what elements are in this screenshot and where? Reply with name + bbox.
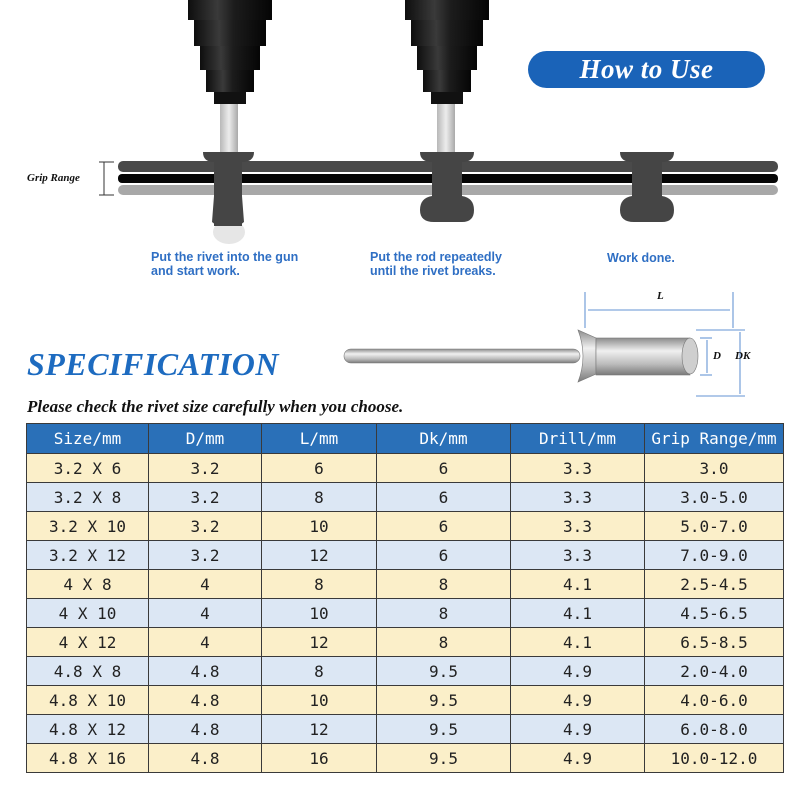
grip-range-label: Grip Range: [27, 172, 80, 184]
column-header-d: D/mm: [149, 424, 262, 454]
cell-grip-range: 2.5-4.5: [645, 570, 784, 599]
specification-title: SPECIFICATION: [27, 346, 279, 382]
step-1-caption: [151, 250, 298, 278]
cell-l: 8: [262, 657, 377, 686]
rivet-gun-middle: [405, 0, 489, 154]
column-header-size: Size/mm: [27, 424, 149, 454]
cell-dk: 6: [377, 483, 511, 512]
grip-range-bracket: [99, 162, 114, 195]
column-header-grip-range: Grip Range/mm: [645, 424, 784, 454]
cell-dk: 6: [377, 512, 511, 541]
cell-size: 4 X 12: [27, 628, 149, 657]
table-row: [27, 512, 784, 541]
cell-l: 10: [262, 512, 377, 541]
cell-size: 3.2 X 10: [27, 512, 149, 541]
step-3-caption: [607, 251, 675, 265]
cell-drill: 3.3: [511, 541, 645, 570]
cell-d: 4: [149, 599, 262, 628]
table-row: [27, 628, 784, 657]
cell-drill: 3.3: [511, 483, 645, 512]
table-header-row: [27, 424, 784, 454]
table-row: [27, 541, 784, 570]
step-3-line-1: Work done.: [607, 251, 675, 265]
cell-d: 4.8: [149, 744, 262, 773]
cell-l: 12: [262, 628, 377, 657]
table-row: [27, 657, 784, 686]
cell-l: 8: [262, 483, 377, 512]
table-row: [27, 686, 784, 715]
cell-size: 4.8 X 10: [27, 686, 149, 715]
cell-size: 4 X 10: [27, 599, 149, 628]
rivet-gun-left: [188, 0, 272, 170]
step-2-line-2: until the rivet breaks.: [370, 264, 496, 278]
cell-grip-range: 6.0-8.0: [645, 715, 784, 744]
column-header-drill: Drill/mm: [511, 424, 645, 454]
cell-drill: 4.9: [511, 744, 645, 773]
cell-drill: 3.3: [511, 512, 645, 541]
table-body: [27, 454, 784, 773]
cell-l: 16: [262, 744, 377, 773]
cell-d: 4.8: [149, 657, 262, 686]
cell-d: 3.2: [149, 454, 262, 483]
cell-l: 12: [262, 541, 377, 570]
table-row: [27, 570, 784, 599]
cell-grip-range: 7.0-9.0: [645, 541, 784, 570]
cell-dk: 8: [377, 628, 511, 657]
cell-l: 10: [262, 599, 377, 628]
table-row: [27, 483, 784, 512]
cell-drill: 4.1: [511, 599, 645, 628]
step-2-caption: [370, 250, 502, 278]
how-to-use-banner: How to Use: [528, 51, 765, 88]
cell-drill: 4.1: [511, 570, 645, 599]
dimension-label-l: L: [657, 290, 664, 302]
cell-grip-range: 3.0-5.0: [645, 483, 784, 512]
cell-dk: 6: [377, 541, 511, 570]
step-1-line-1: Put the rivet into the gun: [151, 250, 299, 264]
cell-size: 4.8 X 8: [27, 657, 149, 686]
cell-grip-range: 2.0-4.0: [645, 657, 784, 686]
step-2-line-1: Put the rod repeatedly: [370, 250, 502, 264]
cell-d: 4: [149, 570, 262, 599]
cell-drill: 4.9: [511, 657, 645, 686]
column-header-l: L/mm: [262, 424, 377, 454]
cell-size: 4.8 X 12: [27, 715, 149, 744]
cell-size: 3.2 X 6: [27, 454, 149, 483]
cell-dk: 8: [377, 599, 511, 628]
cell-l: 12: [262, 715, 377, 744]
cell-drill: 4.9: [511, 686, 645, 715]
cell-size: 4.8 X 16: [27, 744, 149, 773]
cell-dk: 9.5: [377, 686, 511, 715]
cell-l: 8: [262, 570, 377, 599]
table-row: [27, 715, 784, 744]
cell-grip-range: 6.5-8.5: [645, 628, 784, 657]
cell-l: 6: [262, 454, 377, 483]
column-header-dk: Dk/mm: [377, 424, 511, 454]
cell-grip-range: 4.5-6.5: [645, 599, 784, 628]
cell-d: 4.8: [149, 686, 262, 715]
cell-dk: 8: [377, 570, 511, 599]
size-check-note: Please check the rivet size carefully when you choose.: [27, 397, 404, 416]
cell-size: 3.2 X 8: [27, 483, 149, 512]
cell-grip-range: 4.0-6.0: [645, 686, 784, 715]
cell-dk: 9.5: [377, 657, 511, 686]
cell-dk: 9.5: [377, 715, 511, 744]
cell-d: 3.2: [149, 541, 262, 570]
table-row: [27, 454, 784, 483]
dimension-label-dk: DK: [735, 350, 751, 362]
cell-grip-range: 10.0-12.0: [645, 744, 784, 773]
table-row: [27, 744, 784, 773]
cell-size: 4 X 8: [27, 570, 149, 599]
cell-dk: 9.5: [377, 744, 511, 773]
cell-d: 4: [149, 628, 262, 657]
cell-grip-range: 5.0-7.0: [645, 512, 784, 541]
cell-l: 10: [262, 686, 377, 715]
table-row: [27, 599, 784, 628]
cell-dk: 6: [377, 454, 511, 483]
cell-size: 3.2 X 12: [27, 541, 149, 570]
cell-d: 4.8: [149, 715, 262, 744]
specification-table: [26, 423, 784, 773]
rivet-product-icon: [344, 330, 698, 382]
cell-d: 3.2: [149, 512, 262, 541]
cell-grip-range: 3.0: [645, 454, 784, 483]
cell-drill: 4.1: [511, 628, 645, 657]
cell-drill: 3.3: [511, 454, 645, 483]
step-1-line-2: and start work.: [151, 264, 240, 278]
cell-d: 3.2: [149, 483, 262, 512]
dimension-label-d: D: [713, 350, 721, 362]
cell-drill: 4.9: [511, 715, 645, 744]
